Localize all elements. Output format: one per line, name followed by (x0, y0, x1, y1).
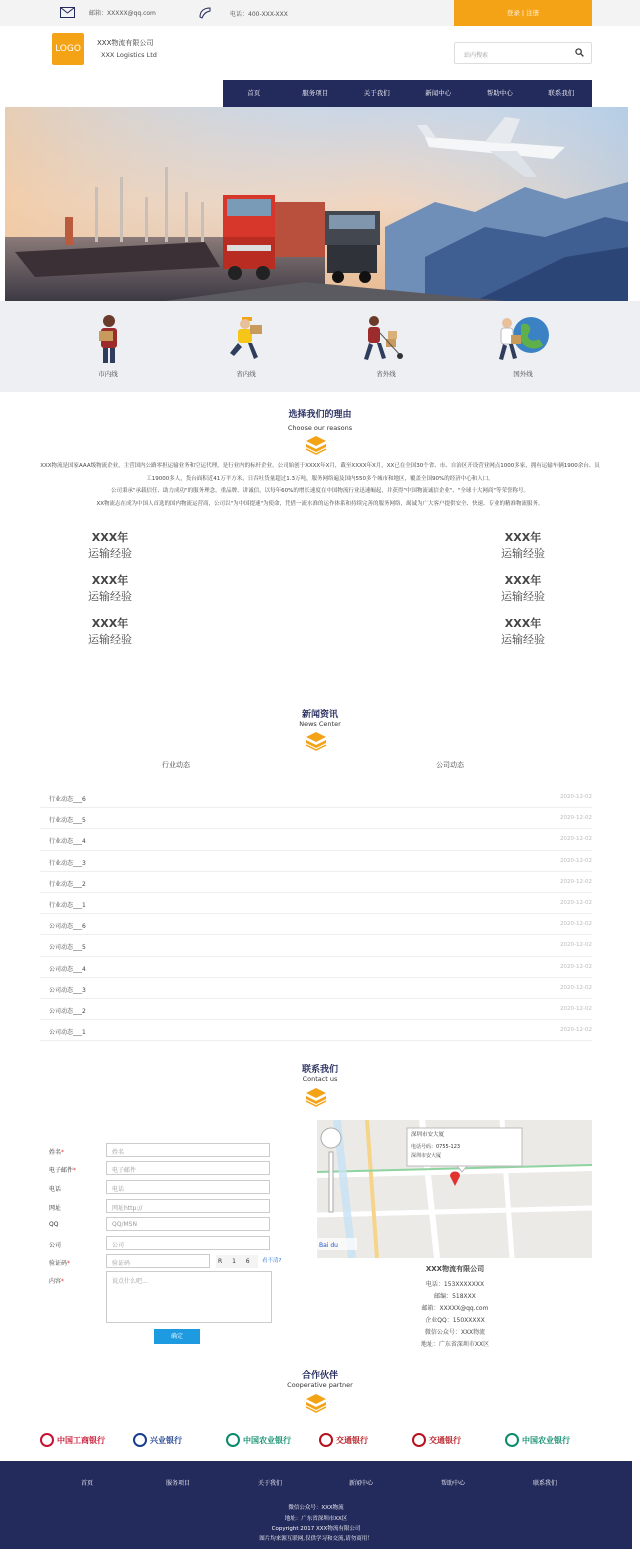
footer-address: 地址：广东省深圳市XX区 (284, 1516, 348, 1522)
footer-nav-contact[interactable]: 联系我们 (532, 1480, 557, 1487)
service-label: 市内线 (98, 370, 118, 378)
news-date: 2020-12-02 (560, 899, 592, 906)
partners-subtitle: Cooperative partner (287, 1381, 353, 1389)
service-international[interactable] (493, 313, 553, 378)
qq-field[interactable]: QQ/MSN (106, 1217, 270, 1231)
contact-subtitle: Contact us (302, 1075, 338, 1083)
news-date: 2020-12-02 (560, 1027, 592, 1034)
search-icon[interactable] (575, 48, 584, 57)
stat-label: 运输经验 (88, 547, 132, 560)
news-title[interactable]: 行业动态___6 (49, 796, 86, 803)
partner-name: 中国工商银行 (57, 1435, 105, 1445)
main-nav (223, 80, 592, 107)
tab-industry-news[interactable]: 行业动态 (162, 761, 190, 769)
news-title[interactable]: 行业动态___3 (49, 859, 86, 867)
news-row[interactable] (40, 957, 592, 978)
stat-label: 运输经验 (88, 590, 132, 603)
contact-wechat: 微信公众号：XXX物流 (424, 1329, 486, 1336)
contact-tel: 电话：153XXXXXXX (425, 1281, 485, 1288)
partner-logo[interactable] (40, 1430, 130, 1450)
stat-item (483, 529, 563, 561)
form-label: 网址 (49, 1205, 62, 1212)
reasons-paragraph: 公司秉承"承载信任、助力成功"的服务理念，重品牌、讲诚信，以每年60%的增长速度在中国物流行业迅速崛起，并获得"中国物流诚信企业"、"全球十大网商"等荣誉称号。 (111, 488, 529, 494)
footer (0, 1461, 632, 1549)
news-row[interactable] (40, 808, 592, 829)
bank-logo-icon (319, 1433, 333, 1447)
partner-name: 兴业银行 (150, 1435, 182, 1445)
map-widget[interactable] (317, 1120, 592, 1258)
news-date: 2020-12-02 (560, 815, 592, 822)
bank-logo-icon (505, 1433, 519, 1447)
form-label: QQ (49, 1221, 59, 1228)
phone-info (198, 7, 288, 19)
news-row[interactable] (40, 935, 592, 956)
news-row[interactable] (40, 978, 592, 999)
message-textarea[interactable]: 说点什么吧... (106, 1271, 272, 1323)
news-subtitle: News Center (299, 720, 341, 728)
bank-logo-icon (412, 1433, 426, 1447)
partner-logo[interactable] (412, 1430, 502, 1450)
nav-contact[interactable]: 联系我们 (548, 89, 575, 97)
running-courier-icon (216, 313, 276, 365)
news-date: 2020-12-02 (560, 836, 592, 843)
trolley-courier-icon (356, 313, 416, 365)
service-lines (0, 301, 640, 392)
contact-title: 联系我们 (301, 1065, 338, 1075)
stacked-box-icon (305, 731, 327, 751)
news-title[interactable]: 公司动态___6 (49, 923, 86, 931)
bank-logo-icon (133, 1433, 147, 1447)
banner-image (5, 107, 628, 301)
news-row[interactable] (40, 872, 592, 893)
partner-logo[interactable] (133, 1430, 223, 1450)
news-date: 2020-12-02 (560, 857, 592, 864)
stat-label: 运输经验 (501, 590, 545, 603)
news-row[interactable] (40, 999, 592, 1020)
courier-box-icon (78, 313, 138, 365)
partner-name: 中国农业银行 (522, 1435, 570, 1445)
stat-value: XXX年 (504, 617, 542, 630)
map-popup-address: 深圳市安大厦 (411, 1153, 442, 1159)
tab-company-news[interactable]: 公司动态 (436, 761, 464, 769)
news-date: 2020-12-02 (560, 1005, 592, 1012)
stat-item (70, 615, 150, 647)
news-date: 2020-12-02 (560, 794, 592, 800)
form-label: 电话 (49, 1186, 62, 1193)
stat-value: XXX年 (91, 617, 129, 630)
nav-home[interactable]: 首页 (247, 89, 261, 97)
service-city[interactable] (78, 313, 138, 378)
form-label: 姓名* (49, 1149, 65, 1156)
news-list (40, 787, 592, 1041)
partner-logo[interactable] (226, 1430, 316, 1450)
email-field[interactable]: 电子邮件 (106, 1161, 270, 1175)
reasons-paragraph: XX物流志在成为中国人首选的国内物流运营商，公司以"为中国提速"为使命，凭借一流水准的运作体系和持续完善的服务网络，竭诚为广大客户提供安全、快速、专业的精准物流服务。 (96, 500, 544, 507)
search-placeholder: 站内搜索 (464, 52, 489, 59)
service-label: 国外线 (513, 370, 533, 378)
partner-name: 交通银行 (429, 1435, 461, 1445)
footer-nav-services[interactable]: 服务项目 (165, 1480, 190, 1487)
news-title[interactable]: 行业动态___2 (49, 880, 86, 888)
contact-address: 地址：广东省深圳市XX区 (420, 1341, 490, 1348)
news-row[interactable] (40, 914, 592, 935)
hero-banner[interactable] (5, 107, 628, 301)
reasons-text (40, 460, 600, 510)
refresh-captcha-link[interactable]: 看不清? (262, 1258, 282, 1264)
stat-value: XXX年 (91, 531, 129, 544)
news-title[interactable]: 公司动态___3 (49, 986, 86, 994)
stacked-box-icon (305, 1393, 327, 1413)
form-label: 内容* (49, 1278, 65, 1285)
stat-value: XXX年 (504, 531, 542, 544)
mail-icon (60, 7, 75, 18)
news-date: 2020-12-02 (560, 984, 592, 991)
news-title[interactable]: 行业动态___4 (49, 838, 86, 846)
footer-copyright: Copyright 2017 XXX物流有限公司 (271, 1526, 361, 1532)
website-field[interactable]: 网址http:// (106, 1199, 270, 1213)
map-popup-title: 深圳市安大厦 (411, 1132, 445, 1138)
partner-logo[interactable] (319, 1430, 409, 1450)
news-title[interactable]: 行业动态___1 (49, 901, 86, 909)
globe-courier-icon (493, 313, 553, 365)
stat-item (483, 615, 563, 647)
form-label: 电子邮件* (49, 1167, 77, 1174)
partners-title: 合作伙伴 (301, 1371, 338, 1381)
nav-help[interactable]: 帮助中心 (486, 89, 513, 97)
footer-nav-help[interactable]: 帮助中心 (440, 1480, 465, 1487)
news-row[interactable] (40, 829, 592, 850)
search-input[interactable] (454, 42, 592, 64)
phone-icon (198, 7, 212, 19)
service-label: 省外线 (376, 370, 396, 378)
stacked-box-icon (305, 435, 327, 455)
service-outside[interactable] (356, 313, 416, 378)
svg-text:Bai du: Bai du (319, 1242, 338, 1249)
news-date: 2020-12-02 (560, 878, 592, 885)
news-row[interactable] (40, 787, 592, 808)
news-title[interactable]: 公司动态___4 (49, 965, 86, 973)
partner-logo[interactable] (505, 1430, 595, 1450)
stat-label: 运输经验 (88, 633, 132, 646)
form-label: 验证码* (49, 1260, 71, 1267)
email-text: 邮箱：XXXXX@qq.com (89, 10, 156, 17)
partner-name: 交通银行 (336, 1435, 368, 1445)
stat-item (70, 529, 150, 561)
nav-about[interactable]: 关于我们 (363, 89, 390, 97)
captcha-image[interactable]: R 1 6 (216, 1255, 258, 1268)
stat-value: XXX年 (504, 574, 542, 587)
bank-logo-icon (40, 1433, 54, 1447)
reasons-paragraph: XXX物流是国家AAA级物流企业，主营国内公路零担运输业务和空运代理，是行业内的标杆企业。公司始创于XXXX年X月，截至XXXX年X月，XX已在全国30个省、市、自治区开设营业网点1000多家，拥有运输车辆1900余台、员工19000多人，货台面积近41万平方米，日吞吐货量超过1.3万吨，服务网络遍及国内550多个城市和地区，覆盖全国90%的经济中心和人口。 (40, 463, 600, 482)
phone-text: 电话：400-XXX-XXX (230, 10, 288, 18)
contact-qq: 企业QQ：150XXXXX (425, 1317, 485, 1324)
nav-services[interactable]: 服务项目 (302, 89, 329, 97)
stat-label: 运输经验 (501, 633, 545, 646)
footer-nav-news[interactable]: 新闻中心 (348, 1480, 373, 1487)
news-date: 2020-12-02 (560, 942, 592, 949)
stat-item (70, 572, 150, 604)
footer-wechat: 微信公众号：XXX物流 (288, 1505, 344, 1511)
news-row[interactable] (40, 893, 592, 914)
company-name-en: XXX Logistics Ltd (101, 51, 157, 59)
form-label: 公司 (49, 1242, 62, 1249)
logo[interactable]: LOGO (52, 33, 84, 65)
stacked-box-icon (305, 1087, 327, 1107)
news-row[interactable] (40, 1020, 592, 1041)
top-bar (0, 0, 640, 26)
news-title[interactable]: 公司动态___5 (49, 944, 86, 952)
service-province[interactable] (216, 313, 276, 378)
name-field[interactable]: 姓名 (106, 1143, 270, 1157)
stat-label: 运输经验 (501, 547, 545, 560)
footer-disclaimer: 图片均来源互联网,仅供学习和交流,请勿商用！ (259, 1536, 373, 1542)
stat-item (483, 572, 563, 604)
news-row[interactable] (40, 851, 592, 872)
login-register-button[interactable]: 登录 | 注册 (454, 0, 592, 26)
contact-company-name: XXX物流有限公司 (425, 1265, 485, 1273)
news-title[interactable]: 公司动态___1 (49, 1029, 86, 1037)
reasons-title: 选择我们的理由 (288, 410, 352, 420)
company-name-cn: XXX物流有限公司 (97, 39, 154, 47)
footer-nav-about[interactable]: 关于我们 (257, 1480, 282, 1487)
stat-value: XXX年 (91, 574, 129, 587)
captcha-field[interactable]: 验证码 (106, 1254, 210, 1268)
news-date: 2020-12-02 (560, 921, 592, 928)
map-canvas[interactable] (317, 1120, 592, 1258)
email-info (60, 7, 156, 18)
partner-name: 中国农业银行 (243, 1435, 291, 1445)
phone-field[interactable]: 电话 (106, 1180, 270, 1194)
submit-button[interactable]: 确定 (154, 1329, 200, 1344)
bank-logo-icon (226, 1433, 240, 1447)
service-label: 省内线 (236, 370, 256, 378)
news-date: 2020-12-02 (560, 963, 592, 970)
map-popup-phone: 电话号码：0755-123 (411, 1144, 461, 1150)
news-title[interactable]: 公司动态___2 (49, 1007, 86, 1015)
news-title[interactable]: 行业动态___5 (49, 817, 86, 825)
contact-zip: 邮编：518XXX (434, 1293, 476, 1300)
nav-news[interactable]: 新闻中心 (425, 89, 452, 97)
footer-nav-home[interactable]: 首页 (80, 1480, 93, 1487)
partner-logos (40, 1428, 600, 1452)
contact-email: 邮箱：XXXXX@qq.com (421, 1305, 489, 1312)
reasons-subtitle: Choose our reasons (287, 424, 353, 432)
news-title: 新闻资讯 (301, 710, 338, 720)
company-field[interactable]: 公司 (106, 1236, 270, 1250)
